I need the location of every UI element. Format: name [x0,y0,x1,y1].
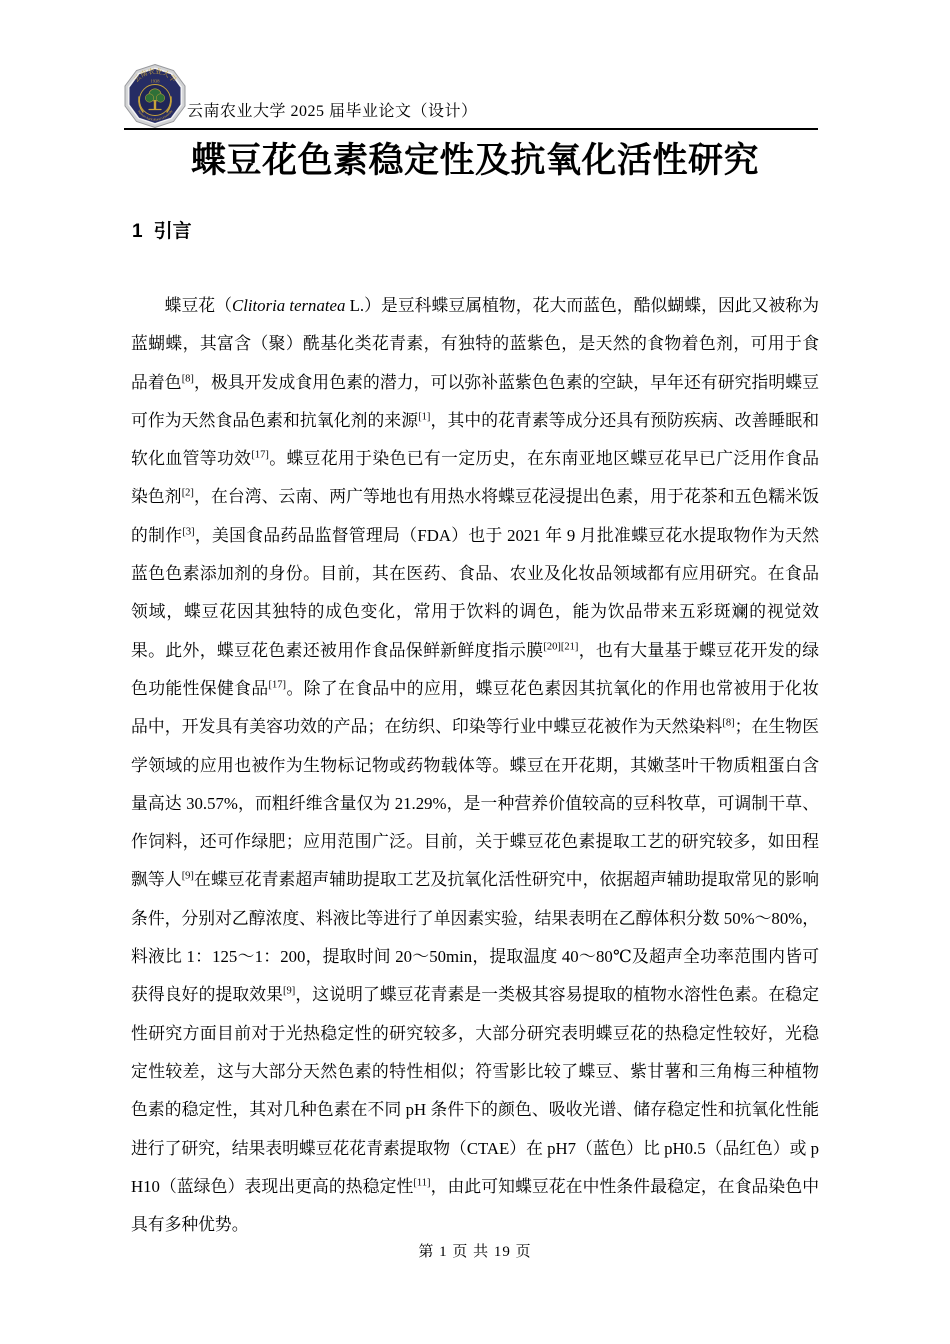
logo-year: 1938 [150,78,160,84]
section-title: 引言 [153,221,192,242]
university-logo [123,64,187,128]
page-number-footer: 第 1 页 共 19 页 [418,1244,532,1260]
section-heading [132,219,192,245]
section-number: 1 [132,221,143,242]
logo-institution-zh: 云南农业大学 [133,68,177,84]
header-affiliation: 云南农业大学 2025 届毕业论文（设计） [187,103,478,120]
introduction-paragraph: 蝶豆花（Clitoria ternatea L.）是豆科蝶豆属植物，花大而蓝色，酷似蝴蝶，因此又被称为蓝蝴蝶，其富含（聚）酰基化类花青素，有独特的蓝紫色，是天然的食物着色剂，可用于食品着色[8]，极具开发成食用色素的潜力，可以弥补蓝紫色色素的空缺，早年还有研究指明蝶豆可作为天然食品色素和抗氧化剂的来源[1]，其中的花青素等成分还具有预防疾病、改善睡眠和软化血管等功效[17]。蝶豆花用于染色已有一定历史，在东南亚地区蝶豆花早已广泛用作食品染色剂[2]，在台湾、云南、两广等地也有用热水将蝶豆花浸提出色素，用于花茶和五色糯米饭的制作[3]，美国食品药品监督管理局（FDA）也于 2021 年 9 月批准蝶豆花水提取物作为天然蓝色色素添加剂的身份。目前，其在医药、食品、农业及化妆品领域都有应用研究。在食品领域，蝶豆花因其独特的成色变化，常用于饮料的调色，能为饮品带来五彩斑斓的视觉效果。此外，蝶豆花色素还被用作食品保鲜新鲜度指示膜[20][21]，也有大量基于蝶豆花开发的绿色功能性保健食品[17]。除了在食品中的应用，蝶豆花色素因其抗氧化的作用也常被用于化妆品中，开发具有美容功效的产品；在纺织、印染等行业中蝶豆花被作为天然染料[8]；在生物医学领域的应用也被作为生物标记物或药物载体等。蝶豆在开花期，其嫩茎叶干物质粗蛋白含量高达 30.57%，而粗纤维含量仅为 21.29%，是一种营养价值较高的豆科牧草，可调制干草、作饲料，还可作绿肥；应用范围广泛。目前，关于蝶豆花色素提取工艺的研究较多，如田程飘等人[9]在蝶豆花青素超声辅助提取工艺及抗氧化活性研究中，依据超声辅助提取常见的影响条件，分别对乙醇浓度、料液比等进行了单因素实验，结果表明在乙醇体积分数 50%～80%，料液比 1：125～1：200，提取时间 20～50min，提取温度 40～80℃及超声全功率范围内皆可获得良好的提取效果[9]，这说明了蝶豆花青素是一类极其容易提取的植物水溶性色素。在稳定性研究方面目前对于光热稳定性的研究较多，大部分研究表明蝶豆花的热稳定性较好，光稳定性较差，这与大部分天然色素的特性相似；符雪影比较了蝶豆、紫甘薯和三角梅三种植物色素的稳定性，其对几种色素在不同 pH 条件下的颜色、吸收光谱、储存稳定性和抗氧化性能进行了研究，结果表明蝶豆花花青素提取物（CTAE）在 pH7（蓝色）比 pH0.5（品红色）或 pH10（蓝绿色）表现出更高的热稳定性[11]，由此可知蝶豆花在中性条件最稳定，在食品染色中具有多种优势。 [131,296,819,1235]
document-title: 蝶豆花色素稳定性及抗氧化活性研究 [190,141,759,180]
header-divider [124,128,818,130]
logo-institution-en: Yunnan Agricultural University [136,109,174,122]
